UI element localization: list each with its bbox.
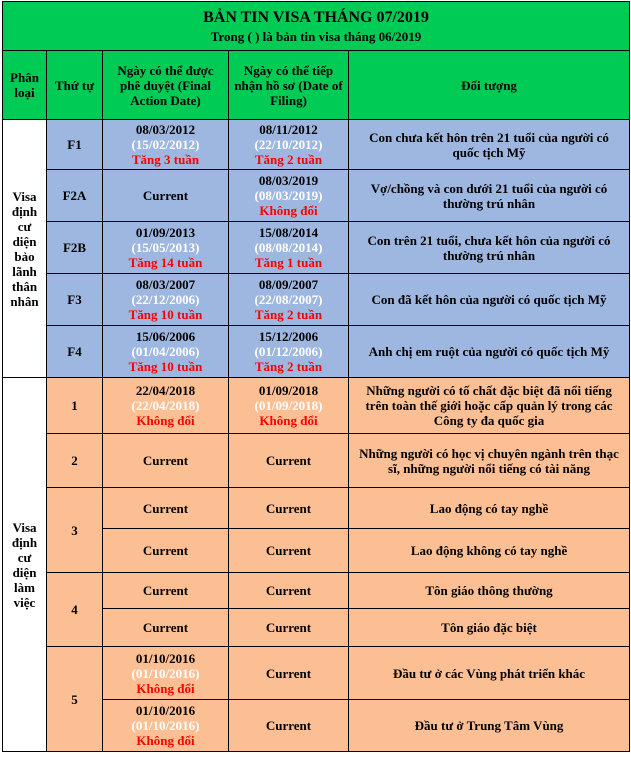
- filing-cell: Current: [229, 529, 349, 573]
- table-row: [3, 170, 630, 222]
- filing-cell: [229, 120, 349, 170]
- header-order: Thứ tự: [47, 51, 103, 120]
- order-cell: F1: [47, 120, 103, 170]
- filing-cell: [229, 326, 349, 378]
- final-action-cell: [103, 700, 229, 752]
- fa-date: 08/03/2012: [135, 122, 196, 137]
- visa-bulletin-table: [2, 1, 630, 752]
- filing-cell: Current: [229, 488, 349, 529]
- fa-change: Không đổi: [136, 413, 195, 428]
- fa-prev: (22/04/2018): [131, 398, 200, 413]
- fa-date: 15/06/2006: [135, 329, 196, 344]
- title-cell: [3, 2, 630, 51]
- bulletin-subtitle: Trong ( ) là bản tin visa tháng 06/2019: [210, 28, 422, 44]
- target-cell: Vợ/chồng và con dưới 21 tuổi của người có thường trú nhân: [349, 170, 630, 222]
- filing-cell: [229, 222, 349, 274]
- table-row: [3, 434, 630, 488]
- header-row: [3, 51, 630, 120]
- final-action-cell: [103, 378, 229, 434]
- order-cell: 3: [47, 488, 103, 573]
- table-row: [3, 378, 630, 434]
- table-row: [3, 326, 630, 378]
- filing-cell: [229, 170, 349, 222]
- target-cell: Lao động không có tay nghề: [349, 529, 630, 573]
- target-cell: Những người có tố chất đặc biệt đã nổi tiếng trên toàn thế giới hoặc cấp quản lý trong các Công ty đa quốc gia: [349, 378, 630, 434]
- filing-cell: Current: [229, 609, 349, 647]
- final-action-cell: [103, 222, 229, 274]
- target-cell: Đầu tư ở các Vùng phát triển khác: [349, 647, 630, 700]
- fa-prev: (22/12/2006): [131, 292, 200, 307]
- fa-prev: (15/05/2013): [131, 240, 200, 255]
- df-prev: (22/08/2007): [254, 292, 323, 307]
- filing-cell: Current: [229, 573, 349, 609]
- order-cell: F3: [47, 274, 103, 326]
- df-change: Không đổi: [259, 203, 318, 218]
- table-row: [3, 274, 630, 326]
- order-cell: 1: [47, 378, 103, 434]
- table-row: [3, 120, 630, 170]
- fa-prev: (01/04/2006): [131, 344, 200, 359]
- filing-cell: Current: [229, 434, 349, 488]
- final-action-cell: Current: [103, 170, 229, 222]
- fa-prev: (15/02/2012): [131, 137, 200, 152]
- target-cell: Con chưa kết hôn trên 21 tuổi của người có quốc tịch Mỹ: [349, 120, 630, 170]
- filing-cell: Current: [229, 700, 349, 752]
- table-row: [3, 647, 630, 700]
- df-date: 15/08/2014: [258, 225, 319, 240]
- target-cell: Con đã kết hôn của người có quốc tịch Mỹ: [349, 274, 630, 326]
- header-filing: Ngày có thể tiếp nhận hồ sơ (Date of Filing): [229, 51, 349, 120]
- df-date: 15/12/2006: [258, 329, 319, 344]
- order-cell: F2B: [47, 222, 103, 274]
- df-date: 01/09/2018: [258, 383, 319, 398]
- table-row: [3, 488, 630, 529]
- final-action-cell: [103, 647, 229, 700]
- df-date: 08/09/2007: [258, 277, 319, 292]
- fa-change: Tăng 10 tuần: [128, 359, 203, 374]
- df-change: Tăng 2 tuần: [254, 307, 323, 322]
- table-row: [3, 222, 630, 274]
- target-cell: Lao động có tay nghề: [349, 488, 630, 529]
- work-category: Visa định cư diện làm việc: [3, 378, 47, 752]
- order-cell: F2A: [47, 170, 103, 222]
- order-cell: 2: [47, 434, 103, 488]
- filing-cell: [229, 378, 349, 434]
- header-category: Phân loại: [3, 51, 47, 120]
- family-category: Visa định cư diện bảo lãnh thân nhân: [3, 120, 47, 378]
- target-cell: Những người có học vị chuyên ngành trên thạc sĩ, những người nổi tiếng có tài năng: [349, 434, 630, 488]
- header-final-action: Ngày có thể được phê duyệt (Final Action Date): [103, 51, 229, 120]
- fa-change: Tăng 14 tuần: [128, 255, 203, 270]
- fa-date: 01/09/2013: [135, 225, 196, 240]
- fa-change: Tăng 3 tuần: [131, 152, 200, 167]
- df-prev: (01/09/2018): [254, 398, 323, 413]
- df-prev: (08/03/2019): [254, 188, 323, 203]
- final-action-cell: Current: [103, 488, 229, 529]
- filing-cell: Current: [229, 647, 349, 700]
- df-change: Tăng 1 tuần: [254, 255, 323, 270]
- title-row: [3, 2, 630, 51]
- final-action-cell: [103, 274, 229, 326]
- fa-prev: (01/10/2016): [131, 665, 200, 681]
- df-prev: (22/10/2012): [254, 137, 323, 152]
- fa-date: 08/03/2007: [135, 277, 196, 292]
- table-row: [3, 573, 630, 609]
- final-action-cell: Current: [103, 434, 229, 488]
- fa-change: Không đổi: [136, 680, 195, 696]
- final-action-cell: Current: [103, 609, 229, 647]
- df-change: Không đổi: [259, 413, 318, 428]
- bulletin-title: BẢN TIN VISA THÁNG 07/2019: [203, 8, 429, 26]
- target-cell: Đầu tư ở Trung Tâm Vùng: [349, 700, 630, 752]
- final-action-cell: [103, 326, 229, 378]
- df-prev: (08/08/2014): [254, 240, 323, 255]
- order-cell: F4: [47, 326, 103, 378]
- header-target: Đối tượng: [349, 51, 630, 120]
- df-prev: (01/12/2006): [254, 344, 323, 359]
- fa-prev: (01/10/2016): [131, 718, 200, 733]
- order-cell: 5: [47, 647, 103, 752]
- df-date: 08/03/2019: [258, 173, 319, 188]
- df-change: Tăng 2 tuần: [254, 152, 323, 167]
- fa-date: 22/04/2018: [135, 383, 196, 398]
- target-cell: Con trên 21 tuổi, chưa kết hôn của người có thường trú nhân: [349, 222, 630, 274]
- fa-date: 01/10/2016: [135, 703, 196, 718]
- df-change: Tăng 2 tuần: [254, 359, 323, 374]
- final-action-cell: Current: [103, 529, 229, 573]
- target-cell: Tôn giáo đặc biệt: [349, 609, 630, 647]
- fa-change: Tăng 10 tuần: [128, 307, 203, 322]
- fa-change: Không đổi: [136, 733, 195, 748]
- final-action-cell: [103, 120, 229, 170]
- final-action-cell: Current: [103, 573, 229, 609]
- fa-date: 01/10/2016: [135, 650, 196, 666]
- order-cell: 4: [47, 573, 103, 647]
- target-cell: Tôn giáo thông thường: [349, 573, 630, 609]
- filing-cell: [229, 274, 349, 326]
- df-date: 08/11/2012: [259, 122, 318, 137]
- target-cell: Anh chị em ruột của người có quốc tịch Mỹ: [349, 326, 630, 378]
